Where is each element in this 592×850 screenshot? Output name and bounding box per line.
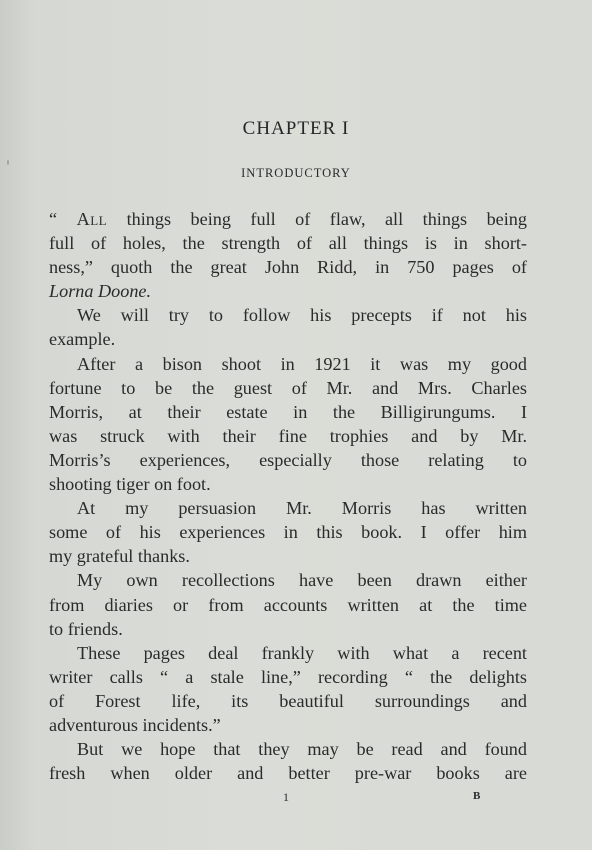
text-line: Morris, at their estate in the Billigirungums. I: [49, 401, 527, 422]
text-line: adventurous incidents.”: [49, 714, 221, 735]
text-line: Lorna Doone.: [49, 281, 152, 302]
text-line: to friends.: [49, 618, 123, 639]
opening-quote: “: [49, 209, 77, 229]
signature-mark: B: [473, 790, 481, 802]
chapter-subtitle: INTRODUCTORY: [241, 166, 351, 180]
text-line: But we hope that they may be read and found: [77, 739, 527, 760]
text-line: fresh when older and better pre-war books are: [49, 763, 527, 784]
text-line: My own recollections have been drawn either: [77, 570, 527, 591]
text-line: shooting tiger on foot.: [49, 474, 211, 495]
text-line: my grateful thanks.: [49, 546, 190, 567]
text-line: writer calls “ a stale line,” recording “ the delights: [49, 666, 527, 687]
text-line: At my persuasion Mr. Morris has written: [77, 498, 527, 519]
text-line: was struck with their fine trophies and by Mr.: [49, 425, 527, 446]
text-line: Morris’s experiences, especially those relating to: [49, 449, 527, 470]
text-line: of Forest life, its beautiful surroundings and: [49, 690, 527, 711]
body-text: [49, 207, 527, 785]
text-line: from diaries or from accounts written at the time: [49, 594, 527, 615]
text-line: full of holes, the strength of all things is in short-: [49, 233, 527, 254]
line-rest: things being full of flaw, all things being: [107, 209, 527, 229]
text-line: These pages deal frankly with what a recent: [77, 642, 527, 663]
text-line: example.: [49, 329, 116, 350]
text-line: fortune to be the guest of Mr. and Mrs. Charles: [49, 377, 527, 398]
text-line: After a bison shoot in 1921 it was my good: [77, 353, 527, 374]
text-line: [49, 207, 527, 231]
text-line: ness,” quoth the great John Ridd, in 750 pages of: [49, 257, 527, 278]
paper-speck: [7, 160, 9, 165]
text-line: some of his experiences in this book. I offer him: [49, 522, 527, 543]
first-word-smallcaps: All: [76, 209, 108, 229]
page-number: 1: [283, 790, 289, 804]
text-line: We will try to follow his precepts if not his: [77, 305, 527, 326]
chapter-heading: CHAPTER I: [242, 118, 350, 139]
